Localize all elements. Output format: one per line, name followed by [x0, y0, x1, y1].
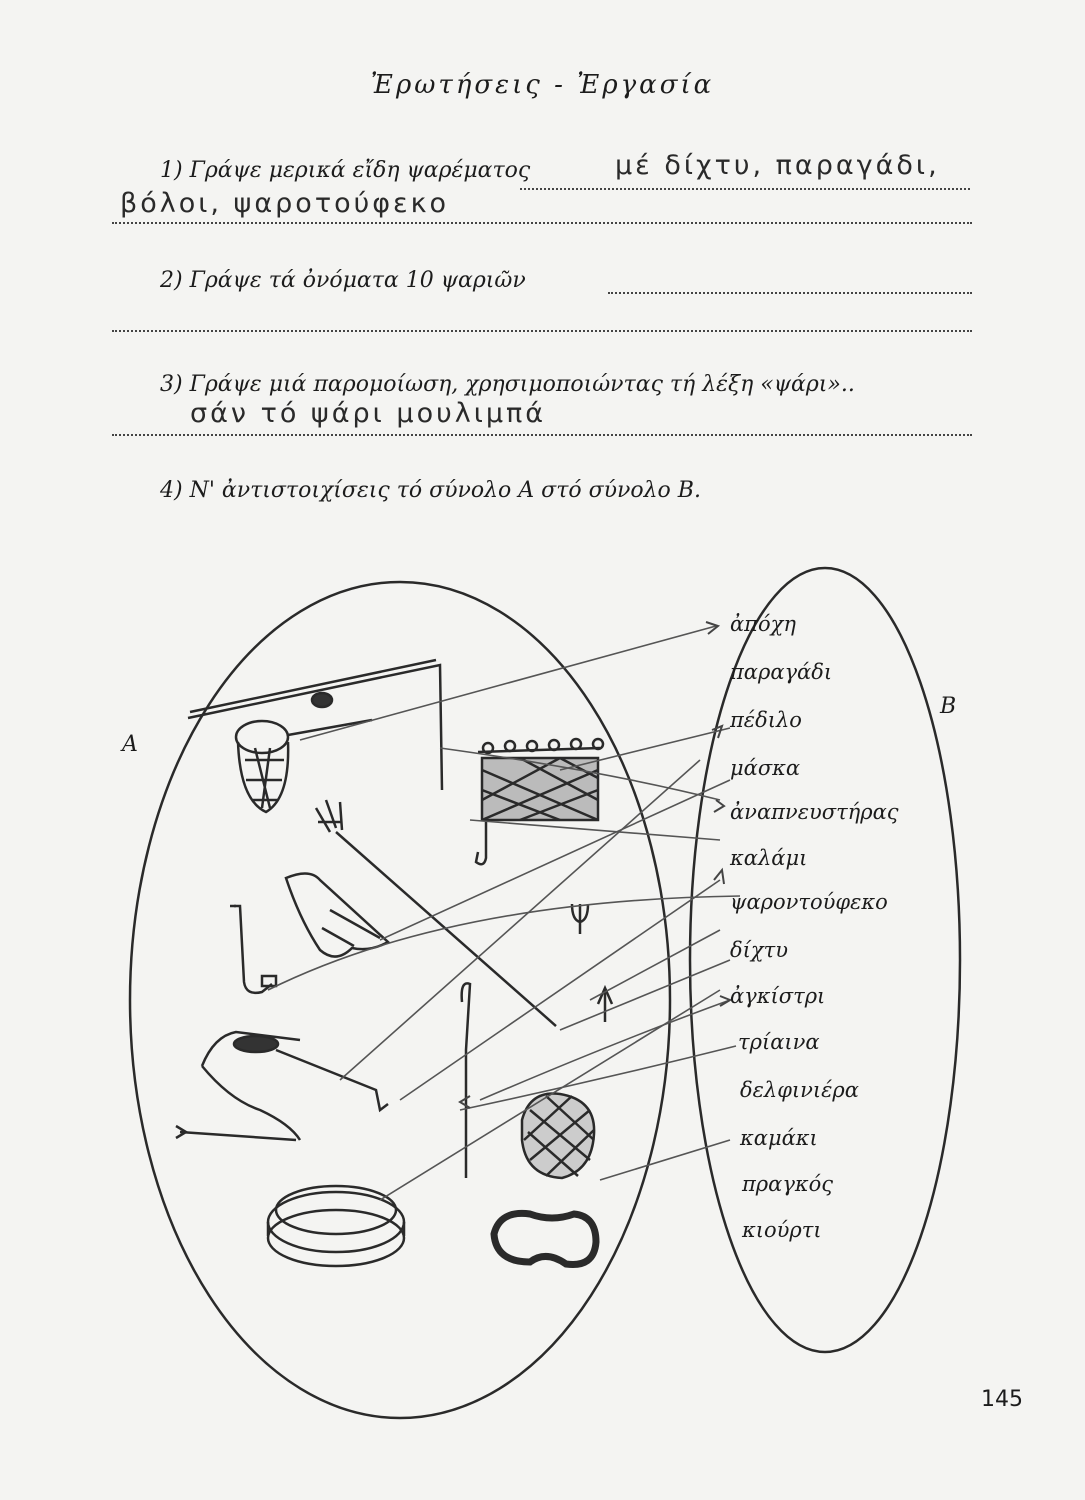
set-b-item: δίχτυ — [730, 938, 788, 962]
matching-lines — [268, 626, 740, 1200]
question-4-text: Ν' ἀντιστοιχίσεις τό σύνολο Α στό σύνολο Β. — [189, 478, 701, 503]
set-b-item: δελφινιέρα — [740, 1078, 859, 1102]
set-b-item: πέδιλο — [730, 708, 802, 732]
trident-small-icon — [572, 904, 588, 934]
question-3-answer: σάν τό ψάρι μουλιμπά — [190, 398, 547, 429]
net-icon — [478, 739, 603, 820]
question-1-answer-2: βόλοι, ψαροτούφεκο — [120, 188, 450, 219]
set-b-item: παραγάδι — [730, 660, 833, 684]
set-b-label: B — [940, 694, 957, 719]
speargun-icon — [202, 1032, 388, 1140]
harpoon-icon — [598, 988, 612, 1022]
arrow-icon — [176, 1126, 296, 1140]
set-b-item: ἀγκίστρι — [730, 984, 826, 1008]
mask-icon — [494, 1213, 596, 1264]
hook-icon — [476, 822, 486, 864]
question-1-answer-1: μέ δίχτυ, παραγάδι, — [615, 150, 940, 181]
set-b-item: πραγκός — [742, 1172, 834, 1196]
question-2-text: Γράψε τά ὀνόματα 10 ψαριῶν — [189, 268, 526, 293]
question-1-text: Γράψε μερικά εἴδη ψαρέματος — [189, 158, 531, 183]
question-1-number: 1) — [160, 158, 183, 183]
fin-icon — [286, 873, 388, 956]
set-b-item: καλάμι — [730, 846, 808, 870]
set-a-label: A — [122, 732, 138, 757]
set-b-item: ἀπόχη — [730, 612, 796, 636]
question-2-number: 2) — [160, 268, 183, 293]
page-number: 145 — [981, 1387, 1023, 1412]
set-b-item: μάσκα — [730, 756, 801, 780]
page-title: Ἐρωτήσεις - Ἐργασία — [370, 70, 715, 100]
question-3-number: 3) — [160, 372, 183, 397]
set-b-item: καμάκι — [740, 1126, 818, 1150]
snorkel-icon — [230, 906, 276, 993]
set-b-item: κιούρτι — [742, 1218, 822, 1242]
question-4-number: 4) — [160, 478, 183, 503]
question-3-text: Γράψε μιά παρομοίωση, χρησιμοποιώντας τή λέξη «ψάρι».. — [189, 372, 855, 397]
landing-net-icon — [236, 720, 372, 812]
arrowheads — [460, 622, 730, 1108]
set-b-item: τρίαινα — [738, 1030, 820, 1054]
set-b-item: ψαροντούφεκο — [730, 890, 888, 914]
set-b-item: ἀναπνευστήρας — [730, 800, 899, 824]
